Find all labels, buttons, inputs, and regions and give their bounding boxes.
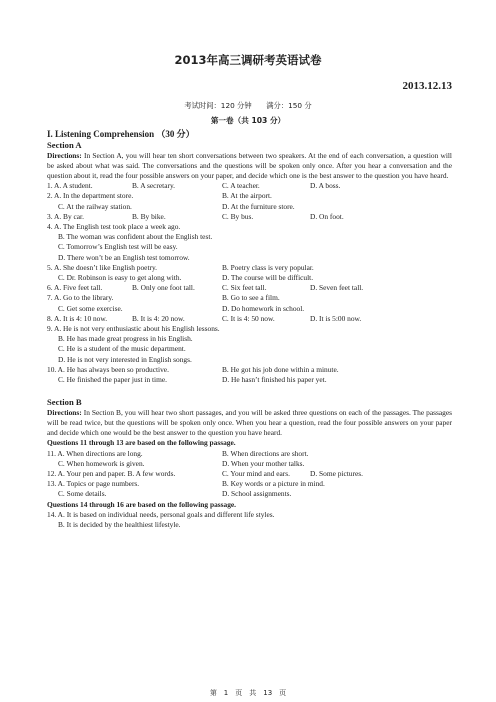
option: 13. A. Topics or page numbers. xyxy=(47,479,140,489)
directions-text: In Section B, you will hear two short passages, and you will be asked three questions on each of the passages. The passages will be read twice, but the questions will be spoken only once. When you hear a question, read the four possible answers on your paper and decide which one would be the best answer to the question you have heard. xyxy=(47,407,452,438)
directions-label: Directions: xyxy=(47,150,82,160)
option: D. There won’t be an English test tomorrow. xyxy=(58,252,190,262)
option: D. Some pictures. xyxy=(310,469,363,479)
question-11-cont xyxy=(47,459,452,469)
option: D. Seven feet tall. xyxy=(310,283,364,293)
spacer xyxy=(47,385,452,397)
option: 9. A. He is not very enthusiastic about his English lessons. xyxy=(47,324,220,334)
section-a-title: Section A xyxy=(47,140,82,150)
option: 5. A. She doesn’t like English poetry. xyxy=(47,262,158,272)
exam-content xyxy=(47,129,452,530)
option: B. When directions are short. xyxy=(222,448,309,458)
option: C. A teacher. xyxy=(222,181,260,191)
option: D. School assignments. xyxy=(222,489,292,499)
question-6 xyxy=(47,283,452,293)
question-5-cont xyxy=(47,273,452,283)
option: D. At the furniture store. xyxy=(222,201,295,211)
option: B. He has made great progress in his English. xyxy=(58,334,193,344)
exam-info: 考试时间：120 分钟 满分：150 分 xyxy=(184,101,312,110)
option: 4. A. The English test took place a week ago. xyxy=(47,222,181,232)
option: C. By bus. xyxy=(222,211,254,221)
question-1 xyxy=(47,181,452,191)
question-8 xyxy=(47,314,452,324)
question-14 xyxy=(47,510,452,530)
option: B. He got his job done within a minute. xyxy=(222,364,339,374)
option: 2. A. In the department store. xyxy=(47,191,134,201)
option: 3. A. By car. xyxy=(47,211,84,221)
question-7 xyxy=(47,293,452,303)
option: C. Some details. xyxy=(58,489,107,499)
section-b-directions xyxy=(47,408,452,439)
question-13 xyxy=(47,479,452,489)
option: B. A secretary. xyxy=(132,181,176,191)
option: 1. A. A student. xyxy=(47,181,93,191)
option: B. Key words or a picture in mind. xyxy=(222,479,325,489)
option: 10. A. He has always been so productive. xyxy=(47,364,169,374)
passage-heading: Questions 11 through 13 are based on the following passage. xyxy=(47,438,236,448)
option: D. A boss. xyxy=(310,181,341,191)
section-a-directions xyxy=(47,151,452,182)
question-7-cont xyxy=(47,304,452,314)
option: B. By bike. xyxy=(132,211,166,221)
option: D. When your mother talks. xyxy=(222,458,305,468)
question-3 xyxy=(47,212,452,222)
section-b-title: Section B xyxy=(47,397,82,408)
option: C. Dr. Robinson is easy to get along with. xyxy=(58,273,182,283)
page-footer: 第 1 页 共 13 页 xyxy=(209,689,287,697)
option: C. Six feet tall. xyxy=(222,283,267,293)
question-11 xyxy=(47,449,452,459)
question-5 xyxy=(47,263,452,273)
option: 14. A. It is based on individual needs, personal goals and different life styles. xyxy=(47,509,275,519)
option: C. When homework is given. xyxy=(58,458,145,468)
option: D. Do homework in school. xyxy=(222,303,305,313)
option: B. At the airport. xyxy=(222,191,272,201)
question-9 xyxy=(47,324,452,365)
option: 8. A. It is 4: 10 now. xyxy=(47,313,108,323)
passage-heading: Questions 14 through 16 are based on the following passage. xyxy=(47,499,237,509)
question-2 xyxy=(47,191,452,201)
option: D. It is 5:00 now. xyxy=(310,313,362,323)
question-10 xyxy=(47,365,452,375)
option: B. The woman was confident about the English test. xyxy=(58,232,213,242)
option: D. On foot. xyxy=(310,211,344,221)
question-12 xyxy=(47,469,452,479)
option: 6. A. Five feet tall. xyxy=(47,283,103,293)
option: 12. A. Your pen and paper. B. A few words. xyxy=(47,469,176,479)
option: C. Get some exercise. xyxy=(58,303,123,313)
option: B. It is 4: 20 now. xyxy=(132,313,185,323)
option: D. He hasn’t finished his paper yet. xyxy=(222,375,327,385)
option: C. Your mind and ears. xyxy=(222,469,290,479)
question-2-cont xyxy=(47,202,452,212)
option: B. Only one foot tall. xyxy=(132,283,195,293)
option: B. Go to see a film. xyxy=(222,293,280,303)
option: 7. A. Go to the library. xyxy=(47,293,114,303)
question-4 xyxy=(47,222,452,263)
option: 11. A. When directions are long. xyxy=(47,448,143,458)
question-13-cont xyxy=(47,489,452,499)
option: C. He is a student of the music department. xyxy=(58,344,186,354)
option: B. Poetry class is very popular. xyxy=(222,262,314,272)
question-10-cont xyxy=(47,375,452,385)
volume-heading: 第一卷（共 103 分） xyxy=(210,116,286,125)
option: C. He finished the paper just in time. xyxy=(58,375,167,385)
page-title: 2013年高三调研考英语试卷 xyxy=(174,53,322,67)
option: C. At the railway station. xyxy=(58,201,132,211)
option: D. He is not very interested in English songs. xyxy=(58,354,192,364)
option-group xyxy=(222,469,363,479)
option: D. The course will be difficult. xyxy=(222,273,314,283)
part-heading: I. Listening Comprehension （30 分） xyxy=(47,129,195,139)
option: B. It is decided by the healthiest lifestyle. xyxy=(58,520,181,530)
option: C. It is 4: 50 now. xyxy=(222,313,275,323)
option: C. Tomorrow’s English test will be easy. xyxy=(58,242,178,252)
directions-label: Directions: xyxy=(47,407,82,417)
directions-text: In Section A, you will hear ten short conversations between two speakers. At the end of each conversation, a question will be asked about what was said. The conversations and the questions will be spoken only once. After you hear a conversation and the question about it, read the four possible answers on your paper, and decide which one is the best answer to the question you have heard. xyxy=(47,150,452,180)
exam-date: 2013.12.13 xyxy=(402,80,452,92)
